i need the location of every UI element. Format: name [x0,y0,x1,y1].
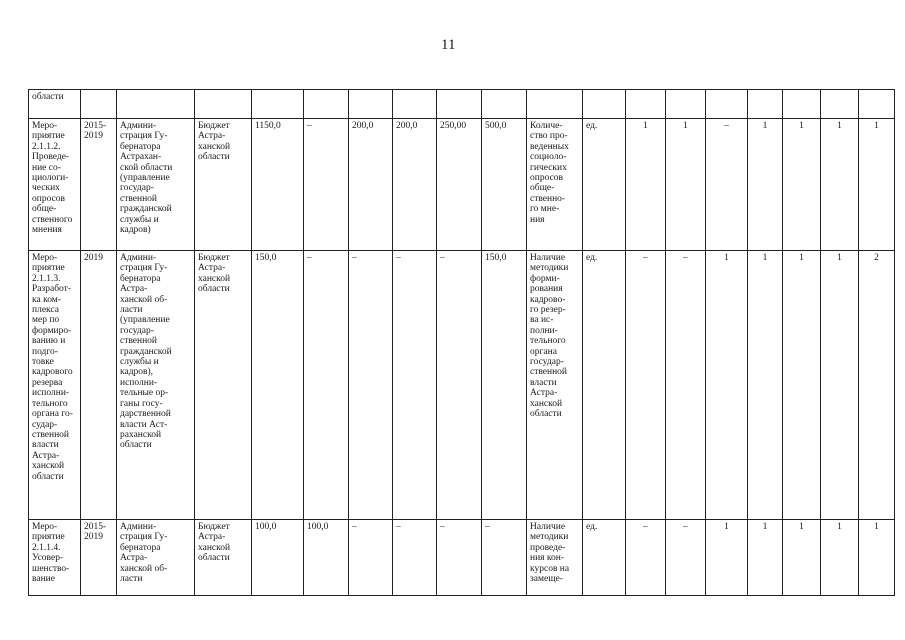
cell-funding-source [195,90,252,119]
cell-period: 2015- 2019 [81,520,117,596]
cell-value-2019: 1 [859,520,895,596]
cell-executor: Админи- страция Гу- бернатора Астра- ханской об- ласти [117,520,195,596]
table-row [29,251,895,520]
cell-amount-2017 [393,90,437,119]
cell-executor: Админи- страция Гу- бернатора Астрахан- ской области (управление государ- ственной гражданской службы и кадров) [117,119,195,251]
cell-value-2016: 1 [748,520,783,596]
cell-total-amount: 100,0 [252,520,304,596]
cell-indicator-name [527,90,583,119]
cell-total-amount: 150,0 [252,251,304,520]
cell-amount-2015 [304,90,349,119]
cell-executor: Админи- страция Гу- бернатора Астра- ханской об- ласти (управление государ- ственной гражданской службы и кадров), исполни- тельные ор- ганы госу- дарственной власти Аст- раханской области [117,251,195,520]
cell-amount-2017: – [393,251,437,520]
cell-activity-name: Меро- приятие 2.1.1.4. Усовер- шенство- вание [29,520,81,596]
cell-value-2014: – [666,251,706,520]
table-row [29,90,895,119]
cell-amount-2016: – [349,251,393,520]
cell-value-2018: 1 [821,251,859,520]
cell-amount-2016: 200,0 [349,119,393,251]
cell-amount-2016 [349,90,393,119]
cell-funding-source: Бюджет Астра- ханской области [195,251,252,520]
cell-value-2019 [859,90,895,119]
cell-value-2013: 1 [626,119,666,251]
cell-amount-2017: 200,0 [393,119,437,251]
cell-value-2017: 1 [783,520,821,596]
cell-amount-2018 [437,90,482,119]
cell-amount-2017: – [393,520,437,596]
cell-amount-2018: – [437,251,482,520]
cell-value-2013: – [626,520,666,596]
cell-indicator-name: Наличие методики форми- рования кадрово- го резер- ва ис- полни- тельного органа государ- ственной власти Астра- ханской области [527,251,583,520]
cell-activity-name: области [29,90,81,119]
table-row [29,119,895,251]
cell-value-2019: 1 [859,119,895,251]
cell-amount-2018: – [437,520,482,596]
cell-unit: ед. [583,119,626,251]
cell-activity-name: Меро- приятие 2.1.1.3. Разработ- ка ком- плекса мер по формиро- ванию и подго- товке кадрового резерва исполни- тельного органа го- судар- ственной власти Астра- ханской области [29,251,81,520]
cell-value-2014 [666,90,706,119]
cell-value-2016: 1 [748,119,783,251]
cell-amount-2019 [482,90,527,119]
program-activities-table [28,89,895,596]
cell-funding-source: Бюджет Астра- ханской области [195,119,252,251]
cell-value-2015: 1 [706,520,748,596]
cell-value-2017 [783,90,821,119]
cell-amount-2019: – [482,520,527,596]
cell-total-amount [252,90,304,119]
cell-amount-2015: 100,0 [304,520,349,596]
cell-value-2018: 1 [821,520,859,596]
cell-unit: ед. [583,251,626,520]
cell-period: 2015- 2019 [81,119,117,251]
cell-value-2016: 1 [748,251,783,520]
cell-value-2019: 2 [859,251,895,520]
cell-value-2014: 1 [666,119,706,251]
cell-funding-source: Бюджет Астра- ханской области [195,520,252,596]
cell-amount-2018: 250,00 [437,119,482,251]
cell-value-2017: 1 [783,251,821,520]
cell-value-2013 [626,90,666,119]
cell-activity-name: Меро- приятие 2.1.1.2. Проведе- ние со- циологи- ческих опросов обще- ственного мнения [29,119,81,251]
cell-amount-2019: 150,0 [482,251,527,520]
cell-value-2018: 1 [821,119,859,251]
cell-value-2015: 1 [706,251,748,520]
cell-value-2018 [821,90,859,119]
cell-value-2016 [748,90,783,119]
cell-amount-2015: – [304,251,349,520]
cell-unit [583,90,626,119]
cell-amount-2015: – [304,119,349,251]
cell-total-amount: 1150,0 [252,119,304,251]
cell-period: 2019 [81,251,117,520]
cell-indicator-name: Количе- ство про- веденных социоло- гических опросов обще- ственно- го мне- ния [527,119,583,251]
cell-value-2014: – [666,520,706,596]
cell-value-2013: – [626,251,666,520]
cell-executor [117,90,195,119]
cell-amount-2016: – [349,520,393,596]
cell-amount-2019: 500,0 [482,119,527,251]
cell-indicator-name: Наличие методики проведе- ния кон- курсов на замеще- [527,520,583,596]
table-row [29,520,895,596]
cell-value-2015: – [706,119,748,251]
cell-value-2015 [706,90,748,119]
cell-unit: ед. [583,520,626,596]
page-number: 11 [441,37,456,53]
cell-value-2017: 1 [783,119,821,251]
cell-period [81,90,117,119]
